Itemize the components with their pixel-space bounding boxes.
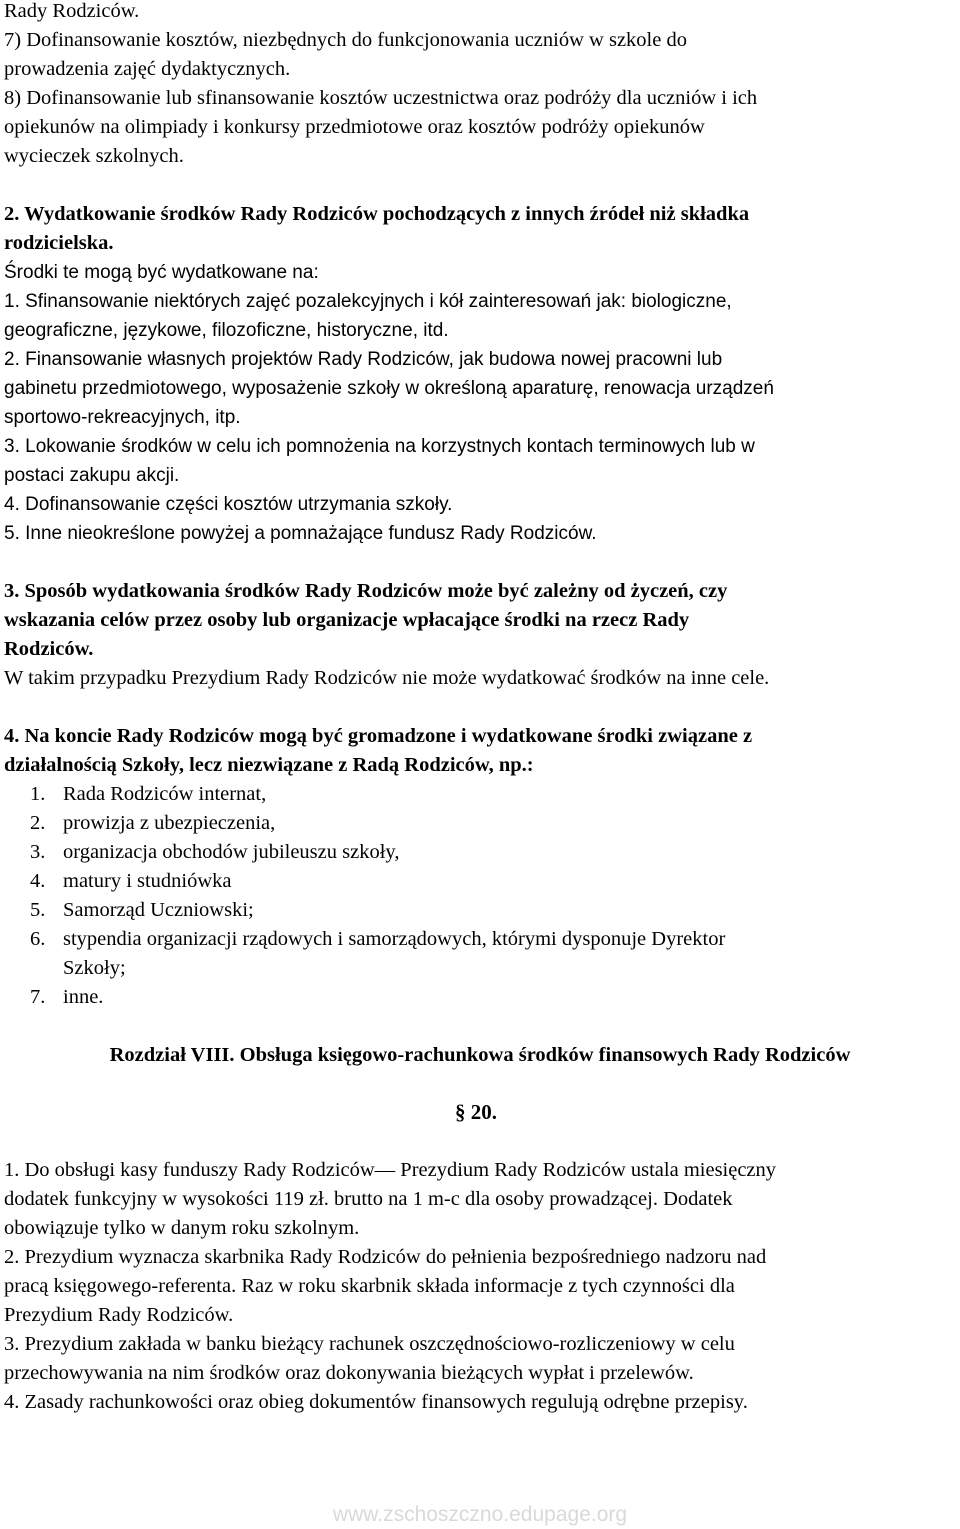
- list-number: 2.: [30, 812, 46, 834]
- list-number: 7.: [30, 986, 46, 1008]
- list-number: 4.: [30, 870, 46, 892]
- text-line: pracą księgowego-referenta. Raz w roku skarbnik składa informacje z tych czynności dla: [4, 1275, 735, 1297]
- section-heading: 3. Sposób wydatkowania środków Rady Rodziców może być zależny od życzeń, czy: [4, 580, 728, 602]
- text-line: 5. Inne nieokreślone powyżej a pomnażające fundusz Rady Rodziców.: [4, 523, 597, 544]
- text-line: Środki te mogą być wydatkowane na:: [4, 262, 319, 283]
- footer-watermark-url: www.zschoszczno.edupage.org: [332, 1503, 628, 1526]
- text-line: 1. Do obsługi kasy funduszy Rady Rodziców— Prezydium Rady Rodziców ustala miesięczny: [4, 1159, 777, 1181]
- text-line: gabinetu przedmiotowego, wyposażenie szkoły w określoną aparaturę, renowacja urządzeń: [4, 378, 774, 399]
- text-line: 8) Dofinansowanie lub sfinansowanie kosztów uczestnictwa oraz podróży dla uczniów i ich: [4, 87, 758, 109]
- list-number: 1.: [30, 783, 46, 805]
- list-number: 3.: [30, 841, 46, 863]
- text-line: 3. Prezydium zakłada w banku bieżący rachunek oszczędnościowo-rozliczeniowy w celu: [4, 1333, 735, 1355]
- text-line: postaci zakupu akcji.: [4, 465, 180, 486]
- list-item-continuation: Szkoły;: [63, 957, 126, 979]
- list-item: matury i studniówka: [63, 870, 232, 892]
- list-item: Rada Rodziców internat,: [63, 783, 267, 805]
- text-line: Rady Rodziców.: [4, 0, 140, 22]
- text-line: 4. Dofinansowanie części kosztów utrzymania szkoły.: [4, 494, 453, 515]
- text-line: 1. Sfinansowanie niektórych zajęć pozalekcyjnych i kół zainteresowań jak: biologiczne,: [4, 291, 732, 312]
- text-line: 2. Finansowanie własnych projektów Rady Rodziców, jak budowa nowej pracowni lub: [4, 349, 723, 370]
- chapter-title: Rozdział VIII. Obsługa księgowo-rachunkowa środków finansowych Rady Rodziców: [109, 1044, 851, 1066]
- list-item: inne.: [63, 986, 104, 1008]
- text-line: 2. Prezydium wyznacza skarbnika Rady Rodziców do pełnienia bezpośredniego nadzoru nad: [4, 1246, 767, 1268]
- text-line: Prezydium Rady Rodziców.: [4, 1304, 234, 1326]
- list-number: 6.: [30, 928, 46, 950]
- section-heading: Rodziców.: [4, 638, 94, 660]
- list-item: stypendia organizacji rządowych i samorządowych, którymi dysponuje Dyrektor: [63, 928, 726, 950]
- section-heading: 2. Wydatkowanie środków Rady Rodziców pochodzących z innych źródeł niż składka: [4, 203, 750, 225]
- text-line: przechowywania na nim środków oraz dokonywania bieżących wypłat i przelewów.: [4, 1362, 694, 1384]
- text-line: wycieczek szkolnych.: [4, 145, 184, 167]
- text-line: prowadzenia zajęć dydaktycznych.: [4, 58, 291, 80]
- text-line: obowiązuje tylko w danym roku szkolnym.: [4, 1217, 360, 1239]
- paragraph-number: § 20.: [455, 1100, 497, 1124]
- list-number: 5.: [30, 899, 46, 921]
- text-line: 4. Zasady rachunkowości oraz obieg dokumentów finansowych regulują odrębne przepisy.: [4, 1391, 748, 1413]
- list-item: prowizja z ubezpieczenia,: [63, 812, 276, 834]
- list-item: Samorząd Uczniowski;: [63, 899, 254, 921]
- section-heading: działalnością Szkoły, lecz niezwiązane z Radą Rodziców, np.:: [4, 754, 534, 776]
- section-heading: rodzicielska.: [4, 232, 114, 254]
- text-line: 7) Dofinansowanie kosztów, niezbędnych do funkcjonowania uczniów w szkole do: [4, 29, 687, 51]
- text-line: dodatek funkcyjny w wysokości 119 zł. brutto na 1 m-c dla osoby prowadzącej. Dodatek: [4, 1188, 733, 1210]
- text-line: W takim przypadku Prezydium Rady Rodziców nie może wydatkować środków na inne cele.: [4, 667, 770, 689]
- section-heading: wskazania celów przez osoby lub organizacje wpłacające środki na rzecz Rady: [4, 609, 690, 631]
- text-line: 3. Lokowanie środków w celu ich pomnożenia na korzystnych kontach terminowych lub w: [4, 436, 755, 457]
- section-heading: 4. Na koncie Rady Rodziców mogą być gromadzone i wydatkowane środki związane z: [4, 725, 753, 747]
- list-item: organizacja obchodów jubileuszu szkoły,: [63, 841, 400, 863]
- text-line: geograficzne, językowe, filozoficzne, historyczne, itd.: [4, 320, 449, 341]
- text-line: opiekunów na olimpiady i konkursy przedmiotowe oraz kosztów podróży opiekunów: [4, 116, 705, 138]
- text-line: sportowo-rekreacyjnych, itp.: [4, 407, 241, 428]
